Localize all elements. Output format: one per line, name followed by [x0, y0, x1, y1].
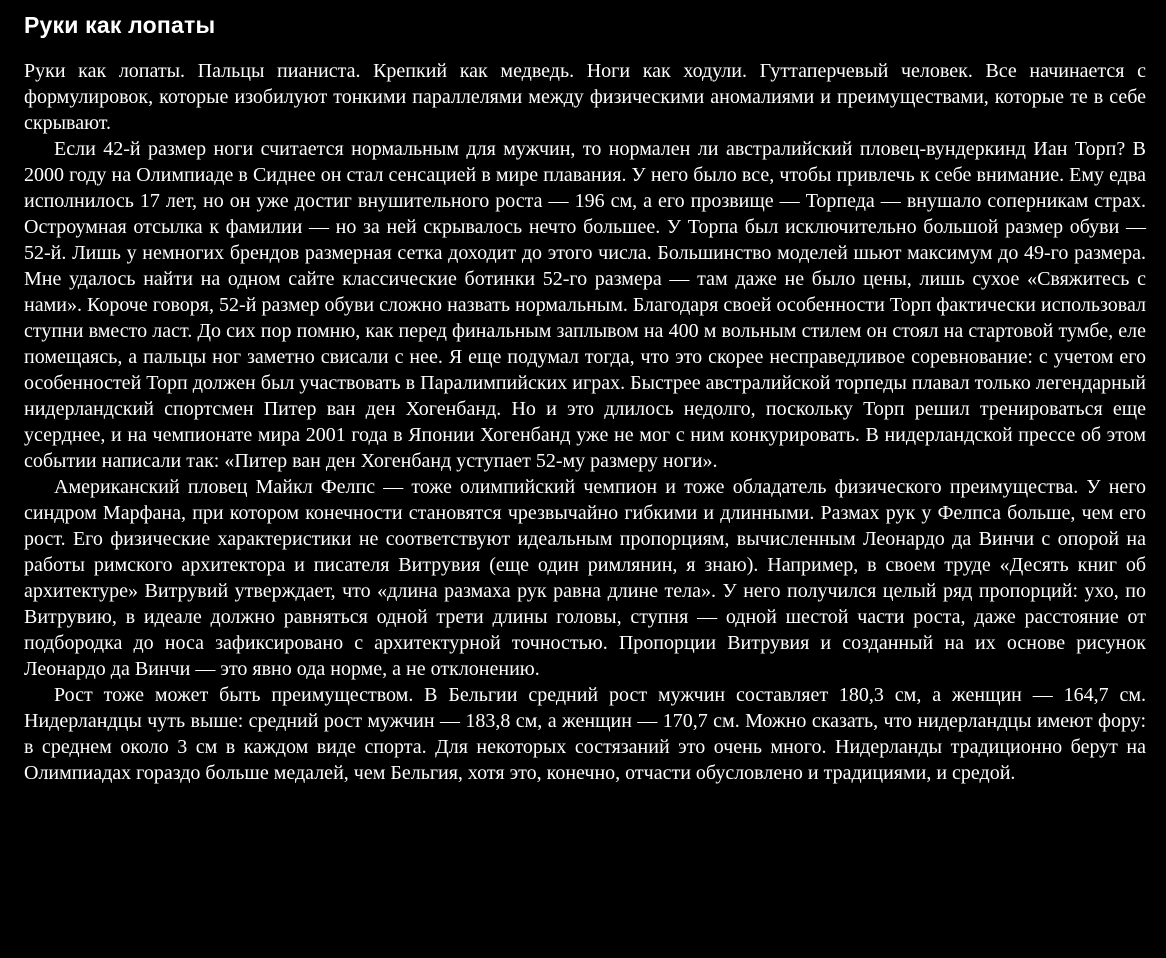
paragraph-phelps: Американский пловец Майкл Фелпс — тоже олимпийский чемпион и тоже обладатель физического преимущества. У него синдром Марфана, при котором конечности становятся чрезвычайно гибкими и длинными. Размах рук у Фелпса больше, чем его рост. Его физические характеристики не соответствуют идеальным пропорциям, вычисленным Леонардо да Винчи с опорой на работы римского архитектора и писателя Витрувия (еще один римлянин, я знаю). Например, в своем труде «Десять книг об архитектуре» Витрувий утверждает, что «длина размаха рук равна длине тела». У него получился целый ряд пропорций: ухо, по Витрувию, в идеале должно равняться одной трети длины головы, ступня — одной шестой части роста, даже расстояние от подбородка до носа зафиксировано с архитектурной точностью. Пропорции Витрувия и созданный на их основе рисунок Леонардо да Винчи — это явно ода норме, а не отклонению. — [24, 476, 1146, 680]
page-title: Руки как лопаты — [24, 12, 216, 38]
document-body — [24, 58, 1146, 786]
paragraph-height: Рост тоже может быть преимуществом. В Бельгии средний рост мужчин составляет 180,3 см, а женщин — 164,7 см. Нидерландцы чуть выше: средний рост мужчин — 183,8 см, а женщин — 170,7 см. Можно сказать, что нидерландцы имеют фору: в среднем около 3 см в каждом виде спорта. Для некоторых состязаний это очень много. Нидерланды традиционно берут на Олимпиадах гораздо больше медалей, чем Бельгия, хотя это, конечно, отчасти обусловлено и традициями, и средой. — [24, 684, 1146, 784]
paragraph-thorpe: Если 42-й размер ноги считается нормальным для мужчин, то нормален ли австралийский пловец-вундеркинд Иан Торп? В 2000 году на Олимпиаде в Сиднее он стал сенсацией в мире плавания. У него было все, чтобы привлечь к себе внимание. Ему едва исполнилось 17 лет, но он уже достиг внушительного роста — 196 см, а его прозвище — Торпеда — внушало соперникам страх. Остроумная отсылка к фамилии — но за ней скрывалось нечто большее. У Торпа был исключительно большой размер обуви — 52-й. Лишь у немногих брендов размерная сетка доходит до этого числа. Большинство моделей шьют максимум до 49-го размера. Мне удалось найти на одном сайте классические ботинки 52-го размера — там даже не было цены, лишь сухое «Свяжитесь с нами». Короче говоря, 52-й размер обуви сложно назвать нормальным. Благодаря своей особенности Торп фактически использовал ступни вместо ласт. До сих пор помню, как перед финальным заплывом на 400 м вольным стилем он стоял на стартовой тумбе, еле помещаясь, а пальцы ног заметно свисали с нее. Я еще подумал тогда, что это скорее несправедливое соревнование: с учетом его особенностей Торп должен был участвовать в Паралимпийских играх. Быстрее австралийской торпеды плавал только легендарный нидерландский спортсмен Питер ван ден Хогенбанд. Но и это длилось недолго, поскольку Торп решил тренироваться еще усерднее, и на чемпионате мира 2001 года в Японии Хогенбанд уже не мог с ним конкурировать. В нидерландской прессе об этом событии написали так: «Питер ван ден Хогенбанд уступает 52-му размеру ноги». — [24, 138, 1146, 472]
paragraph-intro: Руки как лопаты. Пальцы пианиста. Крепкий как медведь. Ноги как ходули. Гуттаперчевый человек. Все начинается с формулировок, которые изобилуют тонкими параллелями между физическими аномалиями и преимуществами, которые те в себе скрывают. — [24, 60, 1146, 134]
